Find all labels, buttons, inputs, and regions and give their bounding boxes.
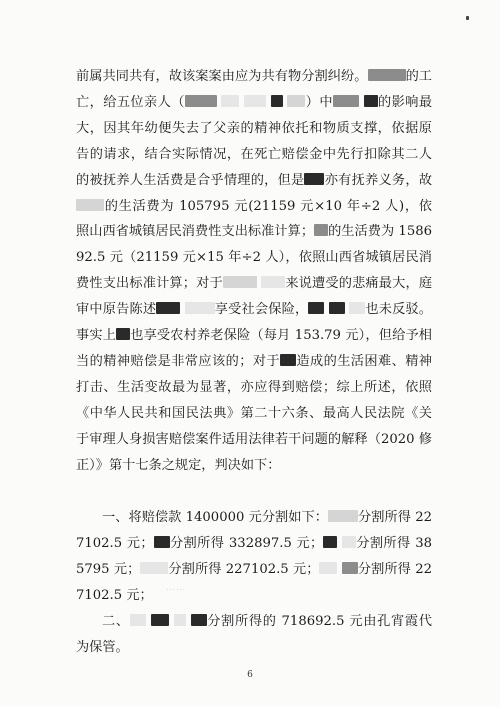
text-run: 分割所得 227102.5 元； — [76, 561, 432, 603]
text-run: 分割所得 227102.5 元； — [76, 510, 432, 551]
redaction-block — [191, 614, 207, 626]
text-run: 的生活费为 105795 元(21159 元×10 年÷2 人)，依照山西省城镇居民消费性支出标准计算； — [76, 198, 432, 240]
paragraph-judgment-item-2 — [76, 609, 432, 661]
text-run: 也未反驳。事实上 — [76, 302, 432, 344]
text-run: 二、 — [102, 614, 130, 629]
redaction-block — [342, 536, 356, 548]
text-run: 分割所得 332897.5 元； — [169, 535, 324, 551]
paragraph-ruling-reasoning — [76, 64, 432, 479]
text-run: 亦有抚养义务，故 — [324, 172, 433, 188]
text-run: 来说遭受的悲痛最大，庭审中原告陈述 — [76, 276, 433, 318]
redaction-block — [221, 95, 239, 107]
text-run: 分割所得 385795 元； — [76, 535, 432, 577]
redaction-block — [185, 95, 217, 107]
text-run: 分割所得 227102.5 元； — [168, 561, 320, 577]
redaction-block — [304, 173, 324, 185]
redaction-block — [261, 276, 285, 288]
bleed-through-text: …… — [166, 583, 186, 593]
redaction-block — [319, 562, 337, 574]
redaction-block — [328, 510, 358, 522]
text-run: 的工亡，给五位亲人（ — [76, 69, 432, 110]
redaction-block — [368, 69, 406, 81]
redaction-block — [140, 562, 168, 574]
text-run: 分割所得的 718692.5 元由孔宵霞代为保管。 — [76, 614, 432, 655]
redaction-block — [174, 614, 186, 626]
text-run: ）中 — [305, 94, 333, 110]
text-run: 享受社会保险， — [214, 302, 309, 318]
corner-mark — [466, 16, 469, 20]
redaction-block — [349, 302, 365, 314]
redaction-block — [130, 614, 146, 626]
redaction-block — [333, 95, 359, 107]
redaction-block — [280, 354, 296, 366]
redaction-block — [185, 302, 215, 314]
redaction-block — [287, 95, 305, 107]
redaction-block — [271, 95, 283, 107]
text-run: 造成的生活困难、精神打击、生活变故最为显著，亦应得到赔偿；综上所述，依照《中华人民共和国民法典》第二十六条、最高人民法院《关于审理人身损害赔偿案件适用法律若干问题的解释（2020 修正）》第十七条之规定，判决如下： — [76, 353, 432, 473]
redaction-block — [342, 562, 358, 574]
redaction-block — [154, 536, 170, 548]
redaction-block — [76, 199, 104, 211]
redaction-block — [323, 536, 337, 548]
page-number: 6 — [247, 670, 253, 680]
redaction-block — [151, 614, 169, 626]
redaction-block — [364, 95, 378, 107]
redaction-block — [314, 224, 328, 236]
text-run: 前属共同共有，故该案案由应为共有物分割纠纷。 — [76, 69, 368, 84]
text-run: 的生活费为 158692.5 元（21159 元×15 年÷2 人），依照山西省城镇居民消费性支出标准计算；对于 — [76, 224, 432, 292]
redaction-block — [223, 276, 257, 288]
redaction-block — [329, 302, 345, 314]
text-run: 的影响最大，因其年幼便失去了父亲的精神依托和物质支撑，依据原告的请求，结合实际情况，在死亡赔偿金中先行扣除其二人的被抚养人生活费是合乎情理的，但是 — [76, 94, 433, 188]
redaction-block — [244, 95, 266, 107]
paragraph-judgment-item-1 — [76, 505, 432, 609]
redaction-block — [116, 328, 130, 340]
redaction-block — [156, 302, 180, 314]
text-run: 也享受农村养老保险（每月 153.79 元），但给予相当的精神赔偿是非常应该的；对于 — [76, 328, 432, 369]
redaction-block — [308, 302, 324, 314]
text-run: 一、将赔偿款 1400000 元分割如下： — [102, 510, 328, 525]
